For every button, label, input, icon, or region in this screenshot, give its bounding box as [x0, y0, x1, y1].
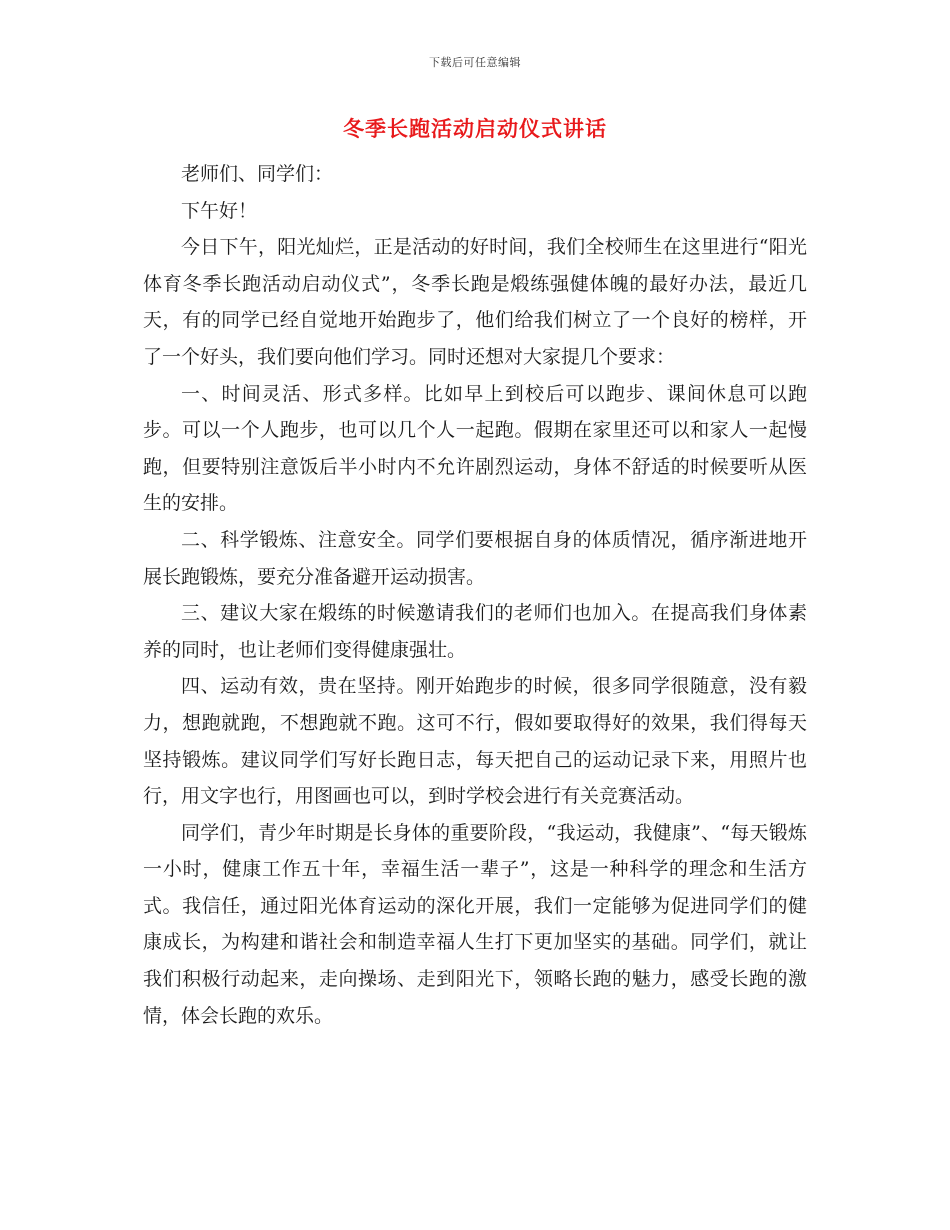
salutation-paragraph: 下午好！: [181, 199, 258, 222]
greeting-paragraph: 老师们、同学们：: [181, 163, 334, 185]
document-title: 冬季长跑活动启动仪式讲话: [343, 116, 607, 141]
header-note: 下载后可任意编辑: [429, 56, 521, 69]
requirement-paragraph-3: 三、建议大家在煅练的时候邀请我们的老师们也加入。在提高我们身体素养的同时，也让老师们变得健康强壮。: [143, 602, 807, 661]
closing-paragraph: 同学们，青少年时期是长身体的重要阶段，“我运动，我健康”、“每天锻炼一小时，健康工作五十年，幸福生活一辈子”，这是一种科学的理念和生活方式。我信任，通过阳光体育运动的深化开展，我们一定能够为促进同学们的健康成长，为构建和谐社会和制造幸福人生打下更加坚实的基础。同学们，就让我们积极行动起来，走向操场、走到阳光下，领略长跑的魅力，感受长跑的激情，体会长跑的欢乐。: [143, 821, 807, 1027]
document-body: [143, 156, 807, 1034]
requirement-paragraph-1: 一、时间灵活、形式多样。比如早上到校后可以跑步、课间休息可以跑步。可以一个人跑步，也可以几个人一起跑。假期在家里还可以和家人一起慢跑，但要特别注意饭后半小时内不允许剧烈运动，身体不舒适的时候要听从医生的安排。: [143, 382, 807, 515]
intro-paragraph: 今日下午，阳光灿烂，正是活动的好时间，我们全校师生在这里进行“阳光体育冬季长跑活动启动仪式”，冬季长跑是煅练强健体魄的最好办法，最近几天，有的同学已经自觉地开始跑步了，他们给我们树立了一个良好的榜样，开了一个好头，我们要向他们学习。同时还想对大家提几个要求：: [143, 236, 807, 368]
requirement-paragraph-2: 二、科学锻炼、注意安全。同学们要根据自身的体质情况，循序渐进地开展长跑锻炼，要充分准备避开运动损害。: [143, 528, 807, 588]
requirement-paragraph-4: 四、运动有效，贵在坚持。刚开始跑步的时候，很多同学很随意，没有毅力，想跑就跑，不想跑就不跑。这可不行，假如要取得好的效果，我们得每天坚持锻炼。建议同学们写好长跑日志，每天把自己的运动记录下来，用照片也行，用文字也行，用图画也可以，到时学校会进行有关竞赛活动。: [143, 675, 807, 808]
